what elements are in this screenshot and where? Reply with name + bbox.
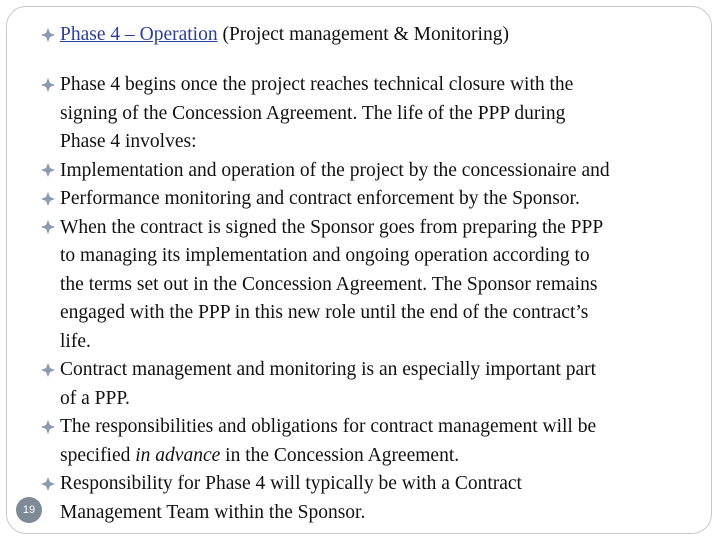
- body-text: in the Concession Agreement.: [220, 444, 460, 466]
- bullet-icon: [40, 27, 56, 48]
- slide-title: [60, 23, 509, 47]
- title-rest: (Project management & Monitoring): [217, 24, 509, 45]
- bullet-icon: [40, 77, 56, 98]
- page-number-badge: [16, 497, 42, 523]
- bullet-icon: [40, 162, 56, 183]
- emphasis-text: in advance: [135, 444, 221, 466]
- body-line: the terms set out in the Concession Agreement. The Sponsor remains: [60, 273, 598, 295]
- body-line: life.: [60, 330, 91, 352]
- page-number: 19: [22, 504, 36, 516]
- body-line: Implementation and operation of the project by the concessionaire and: [60, 159, 610, 181]
- bullet-icon: [40, 362, 56, 383]
- body-line: Phase 4 begins once the project reaches technical closure with the: [60, 74, 574, 95]
- body-line: signing of the Concession Agreement. The life of the PPP during: [60, 102, 566, 124]
- bullet-icon: [40, 419, 56, 440]
- body-line: engaged with the PPP in this new role until the end of the contract’s: [60, 302, 589, 323]
- body-line: [60, 442, 459, 471]
- body-line: Responsibility for Phase 4 will typically be with a Contract: [60, 473, 522, 494]
- body-line: Management Team within the Sponsor.: [60, 501, 366, 523]
- body-line: Phase 4 involves:: [60, 131, 197, 152]
- body-line: of a PPP.: [60, 387, 130, 409]
- bullet-icon: [40, 219, 56, 240]
- body-line: to managing its implementation and ongoing operation according to: [60, 245, 590, 266]
- bullet-icon: [40, 476, 56, 497]
- body-line: Performance monitoring and contract enforcement by the Sponsor.: [60, 188, 580, 209]
- body-line: When the contract is signed the Sponsor goes from preparing the PPP: [60, 216, 604, 238]
- body-line: Contract management and monitoring is an especially important part: [60, 359, 597, 380]
- title-link[interactable]: Phase 4 – Operation: [60, 24, 218, 45]
- body-line: The responsibilities and obligations for contract management will be: [60, 416, 597, 437]
- bullet-icon: [40, 191, 56, 212]
- body-text: specified: [60, 444, 136, 466]
